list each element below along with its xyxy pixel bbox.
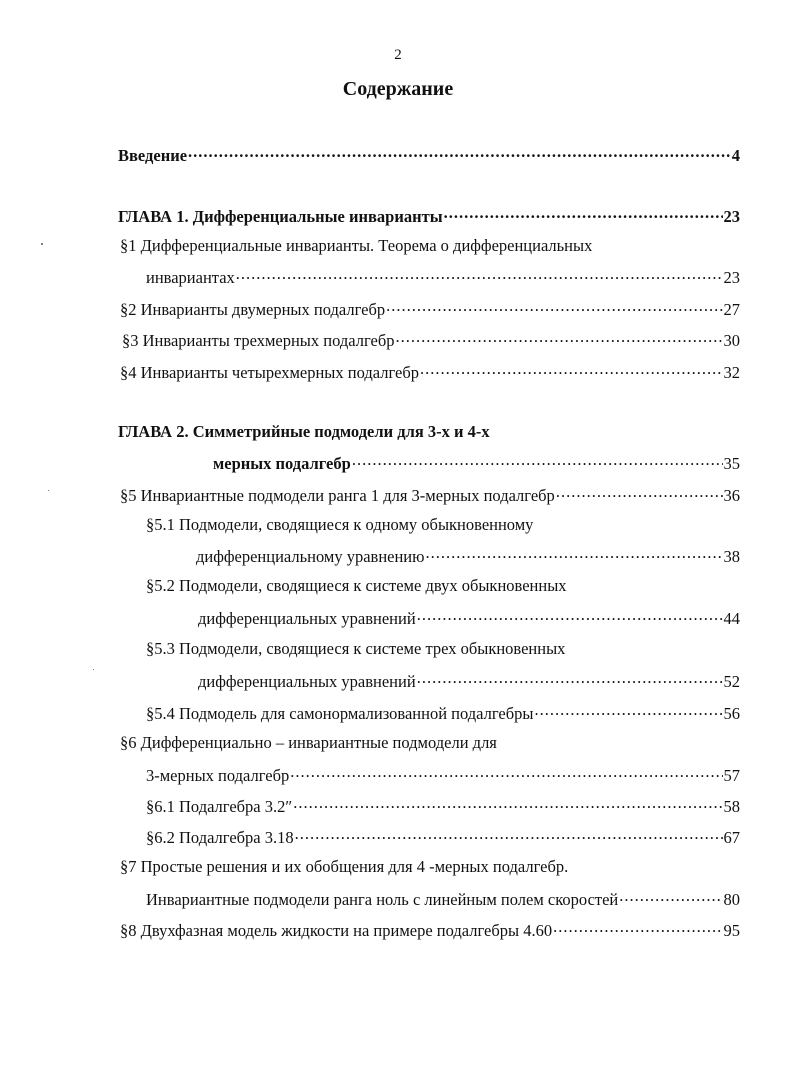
toc-s4 <box>120 361 740 385</box>
toc-s7 <box>146 888 740 912</box>
toc-s1-page: 23 <box>723 267 740 287</box>
toc-chapter-2-title-line2: мерных подалгебр <box>213 453 351 473</box>
toc-s62-text: §6.2 Подалгебра 3.18 <box>146 827 294 847</box>
toc-s52-line2: дифференциальных уравнений <box>198 608 416 628</box>
toc-s5-page: 36 <box>723 485 740 505</box>
toc-s5-text: §5 Инвариантные подмодели ранга 1 для 3-мерных подалгебр <box>120 485 555 505</box>
toc-s8 <box>120 919 740 943</box>
toc-s8-page: 95 <box>723 920 740 940</box>
toc-intro-text: Введение <box>118 145 188 165</box>
toc-s53 <box>198 670 740 694</box>
toc-intro-page: 4 <box>731 145 740 165</box>
toc-s53-line2: дифференциальных уравнений <box>198 671 416 691</box>
toc-s6-line1: §6 Дифференциально – инвариантные подмодели для <box>120 733 497 752</box>
toc-s1-line1: §1 Дифференциальные инварианты. Теорема о дифференциальных <box>120 236 593 255</box>
toc-s2-page: 27 <box>723 299 740 319</box>
toc-s51-line2: дифференциальному уравнению <box>196 546 425 566</box>
toc-s4-page: 32 <box>723 362 740 382</box>
toc-s61-page: 58 <box>723 796 740 816</box>
scan-speck <box>93 669 94 670</box>
toc-s53-line1: §5.3 Подмодели, сводящиеся к системе трех обыкновенных <box>146 639 566 658</box>
toc-s52-page: 44 <box>723 608 740 628</box>
toc-s54-text: §5.4 Подмодель для самонормализованной подалгебры <box>146 703 534 723</box>
page-number: 2 <box>394 47 402 63</box>
toc-s51 <box>196 545 740 569</box>
toc-s2 <box>120 298 740 322</box>
toc-s1 <box>146 266 740 290</box>
toc-s6-line2: 3-мерных подалгебр <box>146 765 290 785</box>
toc-s4-text: §4 Инварианты четырехмерных подалгебр <box>120 362 419 382</box>
toc-s6-page: 57 <box>723 765 740 785</box>
toc-s54 <box>146 702 740 726</box>
toc-s7-line2: Инвариантные подмодели ранга ноль с линейным полем скоростей <box>146 889 619 909</box>
toc-s62 <box>146 826 740 850</box>
toc-s52-line1: §5.2 Подмодели, сводящиеся к системе двух обыкновенных <box>146 576 567 595</box>
toc-s53-page: 52 <box>723 671 740 691</box>
toc-s51-page: 38 <box>723 546 740 566</box>
toc-s54-page: 56 <box>723 703 740 723</box>
toc-chapter-1-title: ГЛАВА 1. Дифференциальные инварианты <box>118 206 443 226</box>
toc-s62-page: 67 <box>723 827 740 847</box>
toc-s1-line2: инвариантах <box>146 267 235 287</box>
toc-s3-text: §3 Инварианты трехмерных подалгебр <box>122 330 395 350</box>
page-title: Содержание <box>342 78 454 100</box>
toc-chapter-1 <box>118 205 740 229</box>
toc-intro <box>118 144 740 168</box>
toc-s61 <box>146 795 740 819</box>
toc-s6 <box>146 764 740 788</box>
toc-s2-text: §2 Инварианты двумерных подалгебр <box>120 299 386 319</box>
toc-chapter-1-page: 23 <box>723 206 740 226</box>
toc-s3 <box>122 329 740 353</box>
toc-s61-text: §6.1 Подалгебра 3.2″ <box>146 796 293 816</box>
toc-chapter-2-title-line1: ГЛАВА 2. Симметрийные подмодели для 3-х и 4-х <box>118 422 490 441</box>
toc-chapter-2 <box>213 452 740 476</box>
scan-speck <box>48 490 49 491</box>
toc-s52 <box>198 607 740 631</box>
scan-speck <box>41 243 43 245</box>
toc-s7-page: 80 <box>723 889 740 909</box>
toc-s5 <box>120 484 740 508</box>
toc-s51-line1: §5.1 Подмодели, сводящиеся к одному обыкновенному <box>146 515 534 534</box>
toc-s8-text: §8 Двухфазная модель жидкости на примере подалгебры 4.60 <box>120 920 553 940</box>
toc-s3-page: 30 <box>723 330 740 350</box>
toc-chapter-2-page: 35 <box>723 453 740 473</box>
toc-s7-line1: §7 Простые решения и их обобщения для 4 -мерных подалгебр. <box>120 857 569 876</box>
